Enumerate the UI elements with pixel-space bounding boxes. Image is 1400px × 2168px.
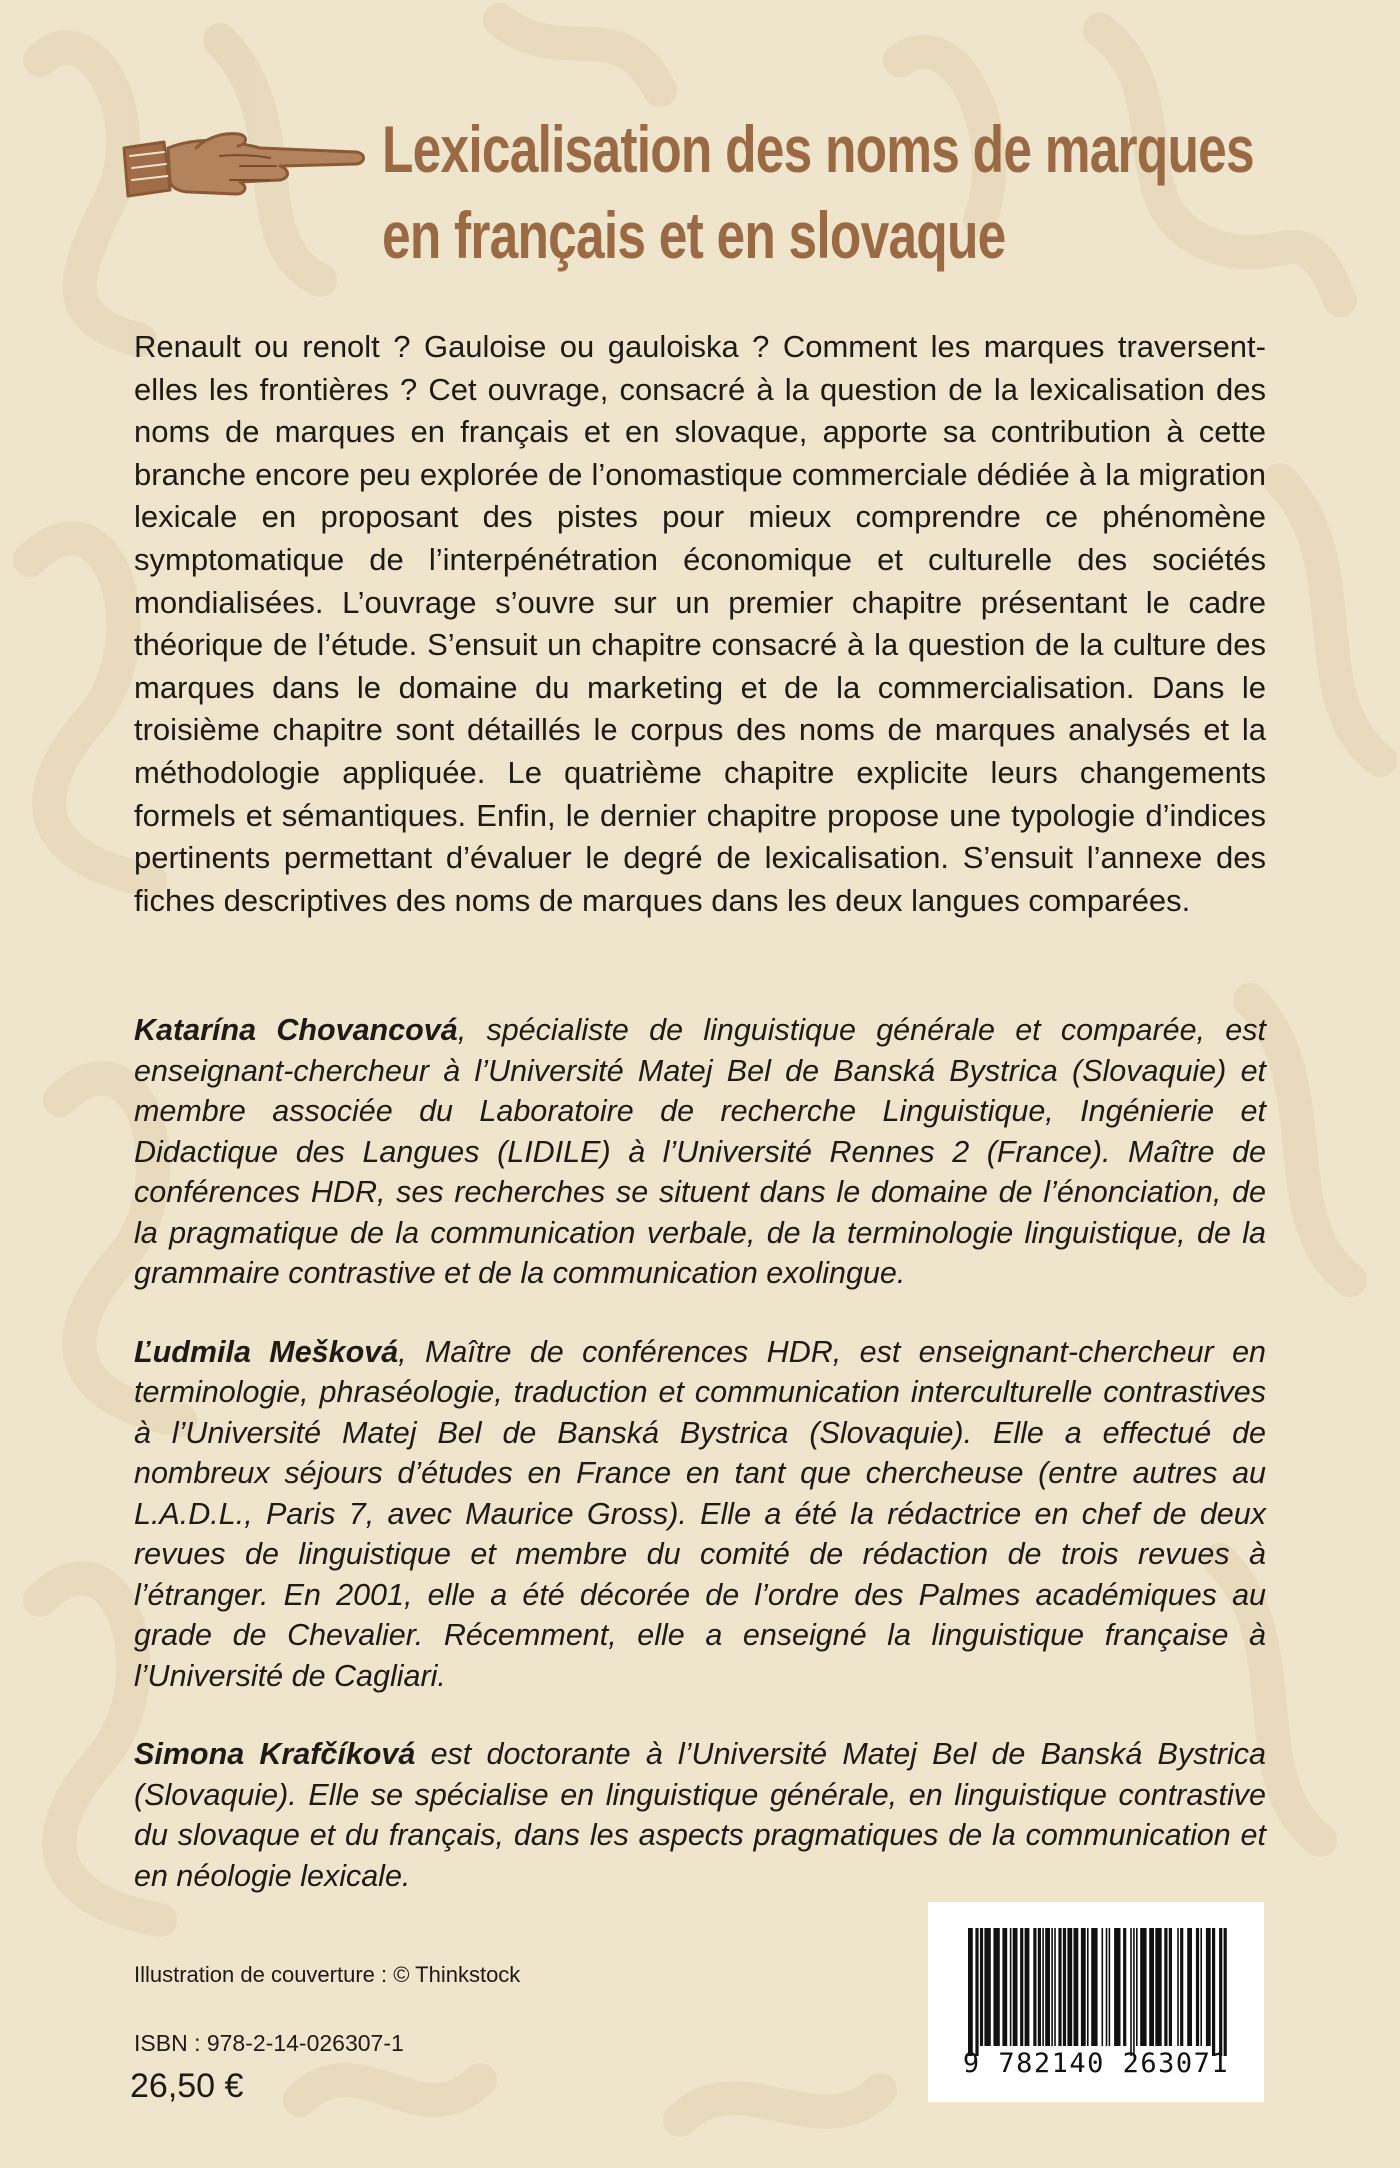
author-bio-text: , Maître de conférences HDR, est enseignant-chercheur en terminologie, phraséologie, traduction et communication interculturelle contrastives à l’Université Matej Bel de Banská Bystrica (Slovaquie). Elle a effectué de nombreux séjours d’études en France en tant que chercheuse (entre autres au L.A.D.L., Paris 7, avec Maurice Gross). Elle a été la rédactrice en chef de deux revues de linguistique et membre du comité de rédaction de trois revues à l’étranger. En 2001, elle a été décorée de l’ordre des Palmes académiques au grade de Chevalier. Récemment, elle a enseigné la linguistique française à l’Université de Cagliari. bbox=[134, 1334, 1266, 1693]
barcode-bar bbox=[1087, 1928, 1089, 2046]
barcode-bar bbox=[1140, 1928, 1146, 2046]
author-bio-text: est doctorante à l’Université Matej Bel de Banská Bystrica (Slovaquie). Elle se spécialise en linguistique générale, en linguistique contrastive du slovaque et du français, dans les aspects pragmatiques de la communication et en néologie lexicale. bbox=[134, 1737, 1267, 1893]
barcode-bar bbox=[1074, 1928, 1079, 2046]
author-name: Simona Krafčíková bbox=[134, 1737, 416, 1771]
summary-paragraph: Renault ou renolt ? Gauloise ou gauloiska ? Comment les marques traversent-elles les frontières ? Cet ouvrage, consacré à la question de la lexicalisation des noms de marques en français et en slovaque, apporte sa contribution à cette branche encore peu explorée de l’onomastique commerciale dédiée à la migration lexicale en proposant des pistes pour mieux comprendre ce phénomène symptomatique de l’interpénétration économique et culturelle des sociétés mondialisées. L’ouvrage s’ouvre sur un premier chapitre présentant le cadre théorique de l’étude. S’ensuit un chapitre consacré à la question de la culture des marques dans le domaine du marketing et de la commercialisation. Dans le troisième chapitre sont détaillés le corpus des noms de marques analysés et la méthodologie appliquée. Le quatrième chapitre explicite leurs changements formels et sémantiques. Enfin, le dernier chapitre propose une typologie d’indices pertinents permettant d’évaluer le degré de lexicalisation. S’ensuit l’annexe des fiches descriptives des noms de marques dans les deux langues comparées. bbox=[134, 329, 1266, 918]
barcode-bar bbox=[1169, 1928, 1172, 2046]
price: 26,50 € bbox=[130, 2067, 244, 2105]
barcode-bar bbox=[1051, 1928, 1053, 2046]
barcode-bar bbox=[1102, 1928, 1104, 2046]
barcode-bar bbox=[1106, 1928, 1108, 2046]
barcode-bar bbox=[1149, 1928, 1154, 2046]
barcode-panel bbox=[928, 1902, 1264, 2102]
barcode-bar bbox=[1067, 1928, 1072, 2046]
author-bio bbox=[134, 1332, 1266, 1697]
barcode-bar bbox=[1038, 1928, 1041, 2046]
barcode-bar bbox=[1130, 1928, 1132, 2056]
barcode-bar bbox=[1013, 1928, 1018, 2046]
barcode-bar bbox=[1020, 1928, 1023, 2046]
barcode-bar bbox=[975, 1928, 978, 2056]
barcode-bar bbox=[1091, 1928, 1097, 2046]
barcode-bar bbox=[1114, 1928, 1120, 2046]
barcode-bar bbox=[1196, 1928, 1199, 2046]
barcode-bar bbox=[1042, 1928, 1044, 2046]
barcode-bar bbox=[1206, 1928, 1211, 2046]
author-bios bbox=[134, 1010, 1266, 1934]
author-bio bbox=[134, 1734, 1266, 1896]
barcode-bar bbox=[1177, 1928, 1179, 2046]
barcode-bar bbox=[1224, 1928, 1227, 2056]
barcode-bar bbox=[1081, 1928, 1086, 2046]
barcode-bar bbox=[1054, 1928, 1056, 2046]
title-line-2: en français et en slovaque bbox=[382, 198, 1006, 272]
book-title bbox=[382, 106, 1254, 278]
barcode-bar bbox=[1109, 1928, 1111, 2046]
author-bio bbox=[134, 1010, 1266, 1294]
barcode-bar bbox=[1187, 1928, 1192, 2046]
barcode-bar bbox=[1200, 1928, 1202, 2046]
barcode-bar bbox=[980, 1928, 983, 2046]
barcode-bar bbox=[1033, 1928, 1036, 2046]
barcode-bar bbox=[1025, 1928, 1030, 2046]
barcode-bar bbox=[1212, 1928, 1215, 2056]
barcode-bar bbox=[1164, 1928, 1167, 2046]
barcode-bar bbox=[1045, 1928, 1050, 2046]
barcode-bar bbox=[984, 1928, 990, 2046]
title-line-1: Lexicalisation des noms de marques bbox=[382, 112, 1254, 186]
barcode-bar bbox=[1058, 1928, 1061, 2046]
barcode-bar bbox=[968, 1928, 973, 2056]
barcode-bar bbox=[1123, 1928, 1126, 2046]
barcode-digits: 9 782140 263071 bbox=[962, 2048, 1230, 2079]
book-summary bbox=[134, 326, 1266, 922]
barcode-bar bbox=[1155, 1928, 1161, 2046]
barcode-bar bbox=[993, 1928, 999, 2046]
author-name: Katarína Chovancová bbox=[134, 1013, 458, 1047]
barcode-bar bbox=[1010, 1928, 1012, 2046]
author-name: Ľudmila Mešková bbox=[134, 1334, 399, 1369]
pointing-hand-icon bbox=[120, 126, 370, 206]
barcode-bar bbox=[1136, 1928, 1138, 2046]
barcode-icon bbox=[966, 1928, 1228, 2060]
barcode-bar bbox=[1002, 1928, 1007, 2046]
isbn: ISBN : 978-2-14-026307-1 bbox=[134, 2030, 404, 2056]
barcode-bar bbox=[1180, 1928, 1183, 2046]
barcode-bar bbox=[1133, 1928, 1135, 2056]
author-bio-text: , spécialiste de linguistique générale et comparée, est enseignant-chercheur à l’Université Matej Bel de Banská Bystrica (Slovaquie) et membre associée du Laboratoire de recherche Linguistique, Ingénierie et Didactique des Langues (LIDILE) à l’Université Rennes 2 (France). Maître de conférences HDR, ses recherches se situent dans le domaine de l’énonciation, de la pragmatique de la communication verbale, de la terminologie linguistique, de la grammaire contrastive et de la communication exolingue. bbox=[134, 1013, 1266, 1290]
barcode-bar bbox=[1063, 1928, 1066, 2046]
barcode-bar bbox=[1219, 1928, 1222, 2056]
illustration-credit: Illustration de couverture : © Thinkstock bbox=[134, 1962, 521, 1987]
